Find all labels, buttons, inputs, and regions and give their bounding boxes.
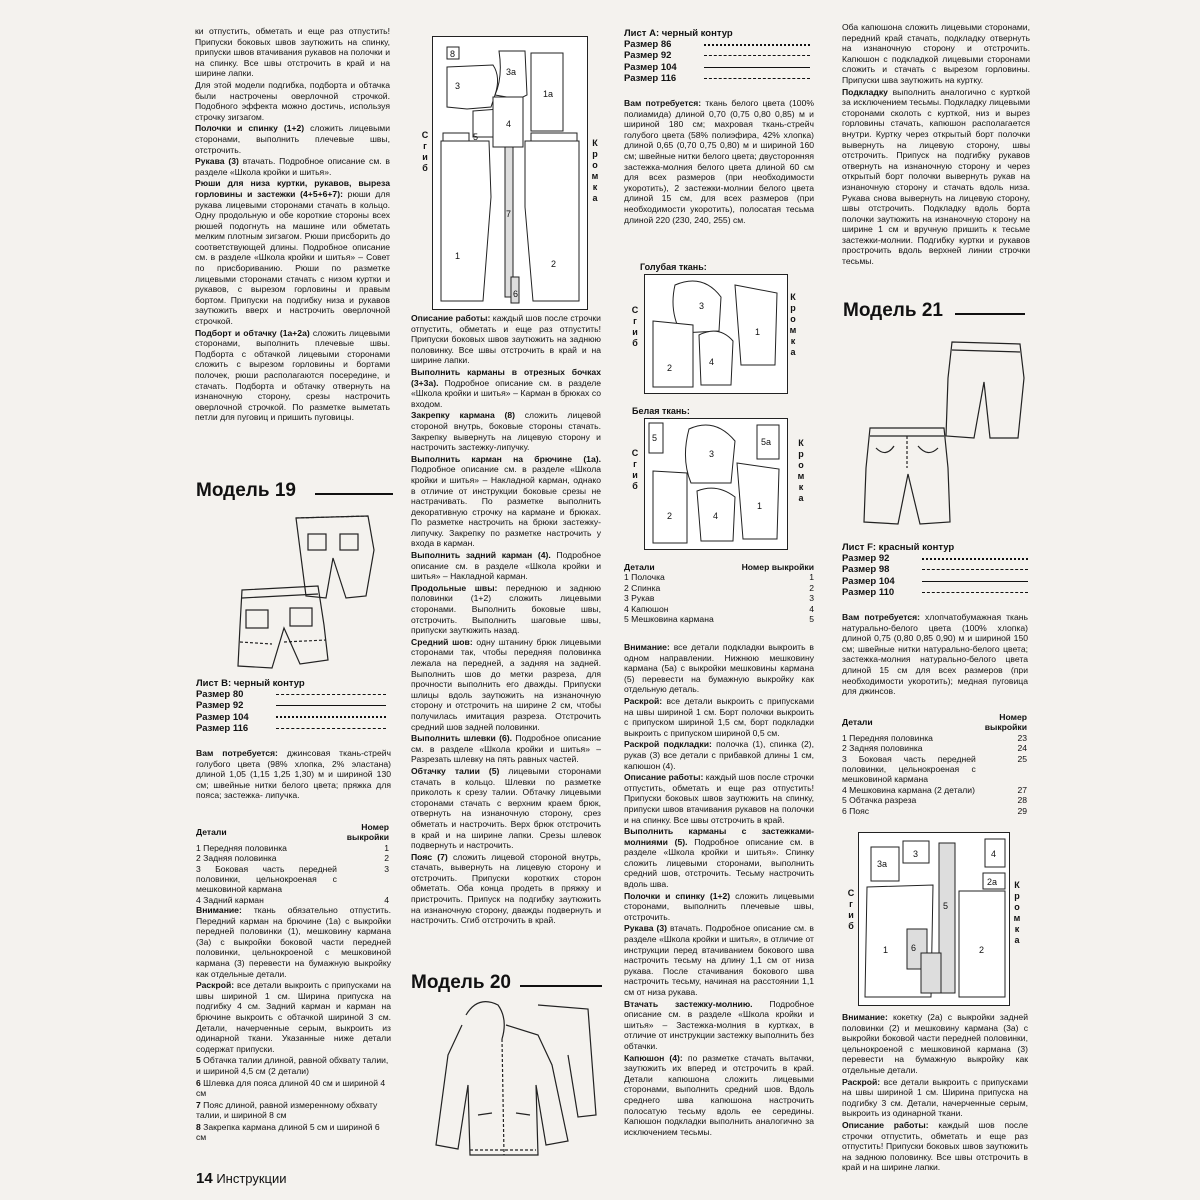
model21-details-table: Детали Номер выкройки 1 Передняя половинка 23 2 Задняя половинка 24 3 Боковая часть передней половинки, цельнокроеная с мешковиной кармана 25 4 Мешковина кармана (2 детали) 27 5 Обтачка разреза 28 6 Пояс 29 bbox=[842, 712, 1027, 816]
detail-row: 2 Задняя половинка 2 bbox=[196, 853, 389, 864]
piece-label: 2 bbox=[551, 259, 557, 269]
piece-label: 4 bbox=[991, 849, 997, 859]
model21-materials: Вам потребуется: хлопчатобумажная ткань натурально-белого цвета (100% хлопка) длиной 0,75 (0,80 0,85 0,90) м и шириной 150 см; швейные нитки натурально-белого цвета; застежка-молния натурально-белого цвета длиной 15 см для всех размеров (при необходимости укоротить); медная пуговица для джинсов. bbox=[842, 612, 1028, 697]
piece-label: 4 bbox=[506, 119, 512, 129]
model20-white-fabric-layout bbox=[644, 418, 788, 550]
model19-pattern-layout bbox=[432, 36, 588, 310]
detail-row: 5 Обтачка разреза 28 bbox=[842, 795, 1027, 806]
page-number: 14 bbox=[196, 1170, 213, 1187]
size-label: Размер 116 bbox=[624, 72, 677, 84]
model20-blue-fabric-layout bbox=[644, 274, 788, 394]
instruction-paragraph: Описание работы: каждый шов после строчки отпустить, обметать и еще раз отпустить! Припуски боковых швов заутюжить на спинку, припуски швов втачивания рукавов на полочки и на спинку. Все швы отстрочить в край. bbox=[624, 772, 814, 825]
instruction-paragraph: Выполнить карманы с застежками-молниями (5). Подробное описание см. в разделе «Школа кройки и шитья». Спинку сложить лицевыми сторонами, выполнить средний шов, отстрочить. Тесьму настрочить вдоль шва. bbox=[624, 826, 814, 890]
extra-piece-item: 7 Пояс длиной, равной измеренному обхвату талии, и шириной 8 см bbox=[196, 1099, 378, 1121]
model19-sheet-label: Лист В: черный контур bbox=[196, 678, 305, 689]
model21-sheet-legend bbox=[842, 542, 1028, 598]
piece-label: 2 bbox=[667, 363, 673, 373]
piece-label: 5 bbox=[943, 901, 949, 911]
instruction-paragraph: Подкладку выполнить аналогично с курткой за исключением тесьмы. Подкладку лицевыми сторонами сколоть с курткой, низ и вырез горловины стачать, капюшон располагается внутри. Куртку через открытый борт полочки вывернуть на лицевую сторону, швы отстрочить. Припуск на подгибку рукавов отвернуть на изнаночную сторону и через открытый борт полочки вывернуть рукав на изнаночную сторону и стачать вдоль низа. Рукава снова вывернуть на лицевую сторону, швы отстрочить. Подкладку вдоль борта полочки заутюжить на изнаночную сторону на ширине 1 см и вручную пришить к тесьме застежки-молнии. Подгибку куртки и рукавов прострочить вдоль верхней линии строчки тесьмы. bbox=[842, 86, 1030, 267]
detail-row: 4 Задний карман 4 bbox=[196, 894, 389, 905]
piece-label: 3 bbox=[913, 849, 919, 859]
size-label: Размер 116 bbox=[196, 722, 249, 734]
model21-shorts-sketch bbox=[848, 338, 1028, 538]
model19-work-description bbox=[411, 313, 601, 927]
fold-label: С г и б bbox=[631, 448, 639, 491]
piece-label: 1 bbox=[883, 945, 889, 955]
selvedge-label: К р о м к а bbox=[1013, 880, 1021, 945]
instruction-paragraph: Для этой модели подгибка, подборта и обтачка были настрочены оверлочной строчкой. Подобного эффекта можно достичь, используя строчку зигзагом. bbox=[195, 79, 390, 122]
size-label: Размер 104 bbox=[624, 61, 677, 73]
piece-label: 7 bbox=[506, 209, 512, 219]
page-footer bbox=[196, 1170, 287, 1187]
model20-continued bbox=[842, 22, 1030, 268]
detail-row: 3 Боковая часть передней половинки, цельнокроеная с мешковиной кармана 3 bbox=[196, 863, 389, 895]
instruction-paragraph: Рюши для низа куртки, рукавов, выреза горловины и застежки (4+5+6+7): рюши для рукава лицевыми сторонами стачать в кольцо. Одну продольную и обе короткие стороны всех рюшей подогнуть на машине или обметать мелким плотным зигзагом. Рюши присборить до соответствующей длины. Подробное описание см. в разделе «Школа кройки и шитья» – Совет по присбориванию. Рюши по разметке лицевыми сторонами стачать с низом куртки и рукавов, с вырезом горловины и правым бортом. Припуски на подгибку низа и рукавов заутюжить вверх и настрочить оверлочной строчкой. bbox=[195, 178, 390, 327]
detail-row: 1 Полочка 1 bbox=[624, 572, 814, 583]
instruction-paragraph: Средний шов: одну штанину брюк лицевыми сторонами так, чтобы передняя половинка лежала на передней, а задняя на задней. Выполнить шов до метки разреза, для прочности выполнить его дважды. Припуски шлицы вдоль заутюжить на изнаночную сторону и отстрочить на ширине 2 см, чтобы получилась имитация разреза. Отстрочить средний шов задней половинки. bbox=[411, 636, 601, 732]
white-fabric-label: Белая ткань: bbox=[632, 406, 690, 416]
size-label: Размер 110 bbox=[842, 586, 895, 598]
selvedge-label: К р о м к а bbox=[591, 138, 599, 203]
fold-label: С г и б bbox=[631, 305, 639, 348]
piece-label: 3а bbox=[506, 67, 517, 77]
piece-label: 1 bbox=[757, 501, 763, 511]
piece-label: 6 bbox=[911, 943, 917, 953]
detail-row: 2 Задняя половинка 24 bbox=[842, 743, 1027, 754]
model19-materials: Вам потребуется: джинсовая ткань-стрейч голубого цвета (98% хлопка, 2% эластана) длиной 1,05 (1,15 1,25 1,30) м и шириной 130 см; швейные нитки белого цвета; пряжка для пояса; застежка- липучка. bbox=[196, 748, 392, 801]
detail-row: 1 Передняя половинка 23 bbox=[842, 732, 1027, 743]
model19-shorts-sketch bbox=[228, 510, 378, 675]
instruction-paragraph: Выполнить карманы в отрезных бочках (3+3а). Подробное описание см. в разделе «Школа кройки и шитья» – Карман в брюках со входом. bbox=[411, 366, 601, 409]
instruction-paragraph: Рукава (3) втачать. Подробное описание см. в разделе «Школа кройки и шитья». bbox=[195, 156, 390, 177]
detail-row: 3 Боковая часть передней половинки, цельнокроеная с мешковиной кармана 25 bbox=[842, 753, 1027, 785]
model20-title: Модель 20 bbox=[411, 972, 511, 993]
instruction-paragraph: Внимание: кокетку (2а) с выкройки задней половинки (2) и мешковину кармана (3а) с выкройки боковой части передней половинки, цельнокроеной с мешковиной кармана (3) перевести на бумажную выкройку как отдельные детали. bbox=[842, 1012, 1028, 1075]
piece-label: 3 bbox=[699, 301, 705, 311]
instruction-paragraph: Закрепку кармана (8) сложить лицевой стороной внутрь, боковые стороны стачать. Закрепку вывернуть на лицевую сторону и настрочить застежку-липучку. bbox=[411, 410, 601, 453]
instruction-paragraph: Выполнить задний карман (4). Подробное описание см. в разделе «Школа кройки и шитья» – Накладной карман. bbox=[411, 550, 601, 582]
detail-row: 2 Спинка 2 bbox=[624, 582, 814, 593]
piece-label: 5 bbox=[652, 433, 658, 443]
instruction-paragraph: Внимание: ткань обязательно отпустить. Передний карман на брючине (1а) с выкройки передней половинки (1), мешковину кармана (3а) с выкройки боковой части передней половинки, цельнокроеной с мешковиной кармана (3) перевести на бумажную выкройку как отдельные детали. bbox=[196, 905, 391, 979]
detail-row: 5 Мешковина кармана 5 bbox=[624, 614, 814, 625]
instruction-paragraph: Раскрой подкладки: полочка (1), спинка (2), рукав (3) все детали с прибавкой длины 1 см, капюшон (4). bbox=[624, 739, 814, 771]
model20-sheet-label: Лист А: черный контур bbox=[624, 28, 733, 39]
model21-notes bbox=[842, 1012, 1028, 1174]
piece-label: 4 bbox=[713, 511, 719, 521]
instruction-paragraph: Описание работы: каждый шов после строчки отпустить, обметать и еще раз отпустить! Припуски боковых швов заутюжить на заднюю половинку. Все швы отстрочить в край и на ширине лапки. bbox=[411, 313, 601, 366]
model19-notes bbox=[196, 905, 391, 1144]
piece-label: 1 bbox=[755, 327, 761, 337]
instruction-paragraph: Выполнить карман на брючине (1а). Подробное описание см. в разделе «Школа кройки и шитья» – Накладной карман, однако в отличие от инструкции боковые срезы не настрачивать. По разметке выполнить декоративную строчку на кармане и брюках. По разметке настрочить на брюки застежку-липучку. Закрепку по разметке настрочить у входа в карман. bbox=[411, 453, 601, 549]
piece-label: 3а bbox=[877, 859, 888, 869]
fold-label: С г и б bbox=[421, 130, 429, 173]
instruction-paragraph: Раскрой: все детали выкроить с припусками на швы шириной 1 см. Ширина припуска на подгибку 3 см. Детали, начерченные серым, выкроить из одинарной ткани. bbox=[842, 1076, 1028, 1119]
model18-instructions bbox=[195, 26, 390, 424]
piece-label: 2 bbox=[667, 511, 673, 521]
instruction-paragraph: Раскрой: все детали выкроить с припусками на швы шириной 1 см. Борт полочки выкроить с припуском шириной 1,5 см, борт подкладки выкроить с припуском шириной 0,5 см. bbox=[624, 695, 814, 738]
detail-row: 3 Рукав 3 bbox=[624, 593, 814, 604]
model20-sheet-legend bbox=[624, 28, 810, 84]
instruction-paragraph: Выполнить шлевки (6). Подробное описание см. в разделе «Школа кройки и шитья» – Разрезать шлевку на пять равных частей. bbox=[411, 733, 601, 765]
instruction-paragraph: Капюшон (4): по разметке стачать вытачки, заутюжить их вперед и отстрочить в край. Детали капюшона сложить лицевыми сторонами, выполнить средний шов. Вдоль среднего шва капюшона настрочить полосатую тесьму вдоль ее середины. Капюшон подкладки выполнить аналогично за исключением тесьмы. bbox=[624, 1052, 814, 1137]
instruction-paragraph: Рукава (3) втачать. Подробное описание см. в разделе «Школа кройки и шитья», в отличие от инструкции перед втачиванием бокового шва настрочить тесьму на длину 1,1 см от низа рукава. После стачивания бокового шва настрочить тесьму, начиная на расстоянии 1,1 см от низа рукава. bbox=[624, 923, 814, 997]
model21-sheet-label: Лист F: красный контур bbox=[842, 542, 955, 553]
size-label: Размер 86 bbox=[624, 39, 672, 51]
instruction-paragraph: Полочки и спинку (1+2) сложить лицевыми сторонами, выполнить плечевые швы, отстрочить. bbox=[195, 123, 390, 155]
size-label: Размер 92 bbox=[842, 553, 890, 565]
instruction-paragraph: Пояс (7) сложить лицевой стороной внутрь, стачать, вывернуть на лицевую сторону и отстрочить. Припуски коротких сторон обметать. Оба конца продеть в пряжку и пристрочить. Припуск на подгибку заутюжить на изнаночную сторону, дважды подвернуть и настрочить. Сгиб отстрочить в край. bbox=[411, 851, 602, 926]
model19-title: Модель 19 bbox=[196, 480, 296, 501]
piece-label: 3 bbox=[455, 81, 461, 91]
blue-fabric-label: Голубая ткань: bbox=[640, 262, 707, 272]
piece-label: 4 bbox=[709, 357, 715, 367]
model20-jacket-sketch bbox=[428, 995, 603, 1165]
instruction-paragraph: Втачать застежку-молнию. Подробное описание см. в разделе «Школа кройки и шитья» – Застежка-молния в куртках, в отличие от инструкции застежку выполнить без обтачки. bbox=[624, 998, 814, 1051]
piece-label: 8 bbox=[450, 49, 456, 59]
piece-label: 5а bbox=[761, 437, 772, 447]
size-label: Размер 104 bbox=[842, 575, 895, 587]
piece-label: 3 bbox=[709, 449, 715, 459]
model21-title: Модель 21 bbox=[843, 300, 943, 321]
piece-label: 1а bbox=[543, 89, 554, 99]
instruction-paragraph: Обтачку талии (5) лицевыми сторонами стачать в кольцо. Шлевки по разметке приколоть к срезу талии. Обтачку лицевыми сторонами стачать с верхним краем брюк, отвернуть на изнаночную сторону, срез обметать и настрочить. Верх брюк отстрочить в край и на ширине лапки. Срезы шлевок подвернуть и настрочить. bbox=[411, 765, 601, 851]
fold-label: С г и б bbox=[847, 888, 855, 931]
instruction-paragraph: Полочки и спинку (1+2) сложить лицевыми сторонами, выполнить плечевые швы, отстрочить. bbox=[624, 890, 814, 922]
piece-label: 2а bbox=[987, 877, 998, 887]
size-label: Размер 92 bbox=[196, 700, 244, 712]
selvedge-label: К р о м к а bbox=[789, 292, 797, 357]
piece-label: 1 bbox=[455, 251, 461, 261]
model19-rule bbox=[315, 493, 393, 495]
instruction-paragraph: Оба капюшона сложить лицевыми сторонами, передний край стачать, подкладку отвернуть на изнаночную сторону и отстрочить. Капюшон с подкладкой лицевыми сторонами сложить и стачать с вырезом горловины. Припуски шва заутюжить на куртку. bbox=[842, 22, 1030, 85]
piece-label: 5 bbox=[473, 132, 479, 142]
extra-piece-item: 8 Закрепка кармана длиной 5 см и шириной 6 см bbox=[196, 1121, 380, 1143]
instruction-paragraph: ки отпустить, обметать и еще раз отпустить! Припуски боковых швов заутюжить на спинку, припуски швов втачивания рукавов на полочки и на спинку. Все швы отстрочить в край и на ширине лапки. bbox=[195, 26, 390, 79]
instruction-paragraph: Подборт и обтачку (1а+2а) сложить лицевыми сторонами, выполнить плечевые швы. Подборта с обтачкой лицевыми сторонами сложить с вырезом горловины и бортами полочек, рюши располагаются посередине, и стачать. Подборта и обтачку отвернуть на изнаночную сторону, срезы настрочить оверлочной строчкой. По разметке выметать петли для пуговиц и пришить пуговицы. bbox=[195, 327, 390, 423]
detail-row: 4 Мешковина кармана (2 детали) 27 bbox=[842, 784, 1027, 795]
extra-piece-item: 5 Обтачка талии длиной, равной обхвату талии, и шириной 4,5 см (2 детали) bbox=[196, 1055, 389, 1076]
model21-pattern-layout bbox=[858, 832, 1010, 1006]
section-name: Инструкции bbox=[216, 1171, 287, 1186]
instruction-paragraph: Продольные швы: переднюю и заднюю половинки (1+2) сложить лицевыми сторонами. Выполнить боковые швы, отстрочить. Выполнить шаговые швы, припуски заутюжить назад. bbox=[411, 582, 601, 636]
piece-label: 2 bbox=[979, 945, 985, 955]
size-label: Размер 104 bbox=[196, 711, 249, 723]
model20-notes bbox=[624, 642, 814, 1138]
size-label: Размер 98 bbox=[842, 564, 890, 576]
model20-details-table: Детали Номер выкройки 1 Полочка 1 2 Спинка 2 3 Рукав 3 4 Капюшон 4 5 Мешковина кармана 5 bbox=[624, 562, 814, 625]
model19-sheet-legend bbox=[196, 678, 386, 734]
detail-row: 1 Передняя половинка 1 bbox=[196, 842, 389, 853]
size-label: Размер 92 bbox=[624, 50, 672, 62]
instruction-paragraph: Раскрой: все детали выкроить с припусками на швы шириной 1 см. Ширина припуска на подгибку 4 см. Задний карман и карман на брючине выкроить с обтачкой шириной 3 см. Детали, начерченные серым, выкроить из одинарной ткани. Указанные ниже детали содержат припуски. bbox=[196, 980, 391, 1054]
selvedge-label: К р о м к а bbox=[797, 438, 805, 503]
extra-piece-item: 6 Шлевка для пояса длиной 40 см и шириной 4 см bbox=[196, 1077, 386, 1099]
size-label: Размер 80 bbox=[196, 689, 244, 701]
model19-details-table: Детали Номер выкройки 1 Передняя половинка 1 2 Задняя половинка 2 3 Боковая часть передней половинки, цельнокроеная с мешковиной кармана 3 4 Задний карман 4 bbox=[196, 822, 389, 905]
instruction-paragraph: Описание работы: каждый шов после строчки отпустить, обметать и еще раз отпустить! Припуски боковых швов заутюжить на заднюю половинку. Все швы отстрочить в край и на ширине лапки. bbox=[842, 1119, 1028, 1173]
model20-rule bbox=[520, 985, 602, 987]
detail-row: 6 Пояс 29 bbox=[842, 805, 1027, 816]
detail-row: 4 Капюшон 4 bbox=[624, 603, 814, 614]
model21-rule bbox=[955, 313, 1025, 315]
instruction-paragraph: Внимание: все детали подкладки выкроить в одном направлении. Нижнюю мешковину кармана (5а) с выкройки мешковины кармана (5) перевести на бумажную выкройку как отдельную деталь. bbox=[624, 642, 814, 695]
model20-materials: Вам потребуется: ткань белого цвета (100% полиамида) длиной 0,70 (0,75 0,80 0,85) м и шириной 180 см; махровая ткань-стрейч голубого цвета (58% полиэфира, 42% хлопка) длиной 0,65 (0,70 0,75 0,80) м и шириной 160 см; швейные нитки белого цвета; двусторонняя застежка-молния белого цвета длиной 60 см для всех размеров (при необходимости укоротить), 2 застежки-молнии белого цвета длиной 15 см, для всех размеров (при необходимости укоротить), полосатая тесьма длиной 220 (230, 240, 255) см. bbox=[624, 98, 815, 225]
piece-label: 6 bbox=[513, 289, 519, 299]
